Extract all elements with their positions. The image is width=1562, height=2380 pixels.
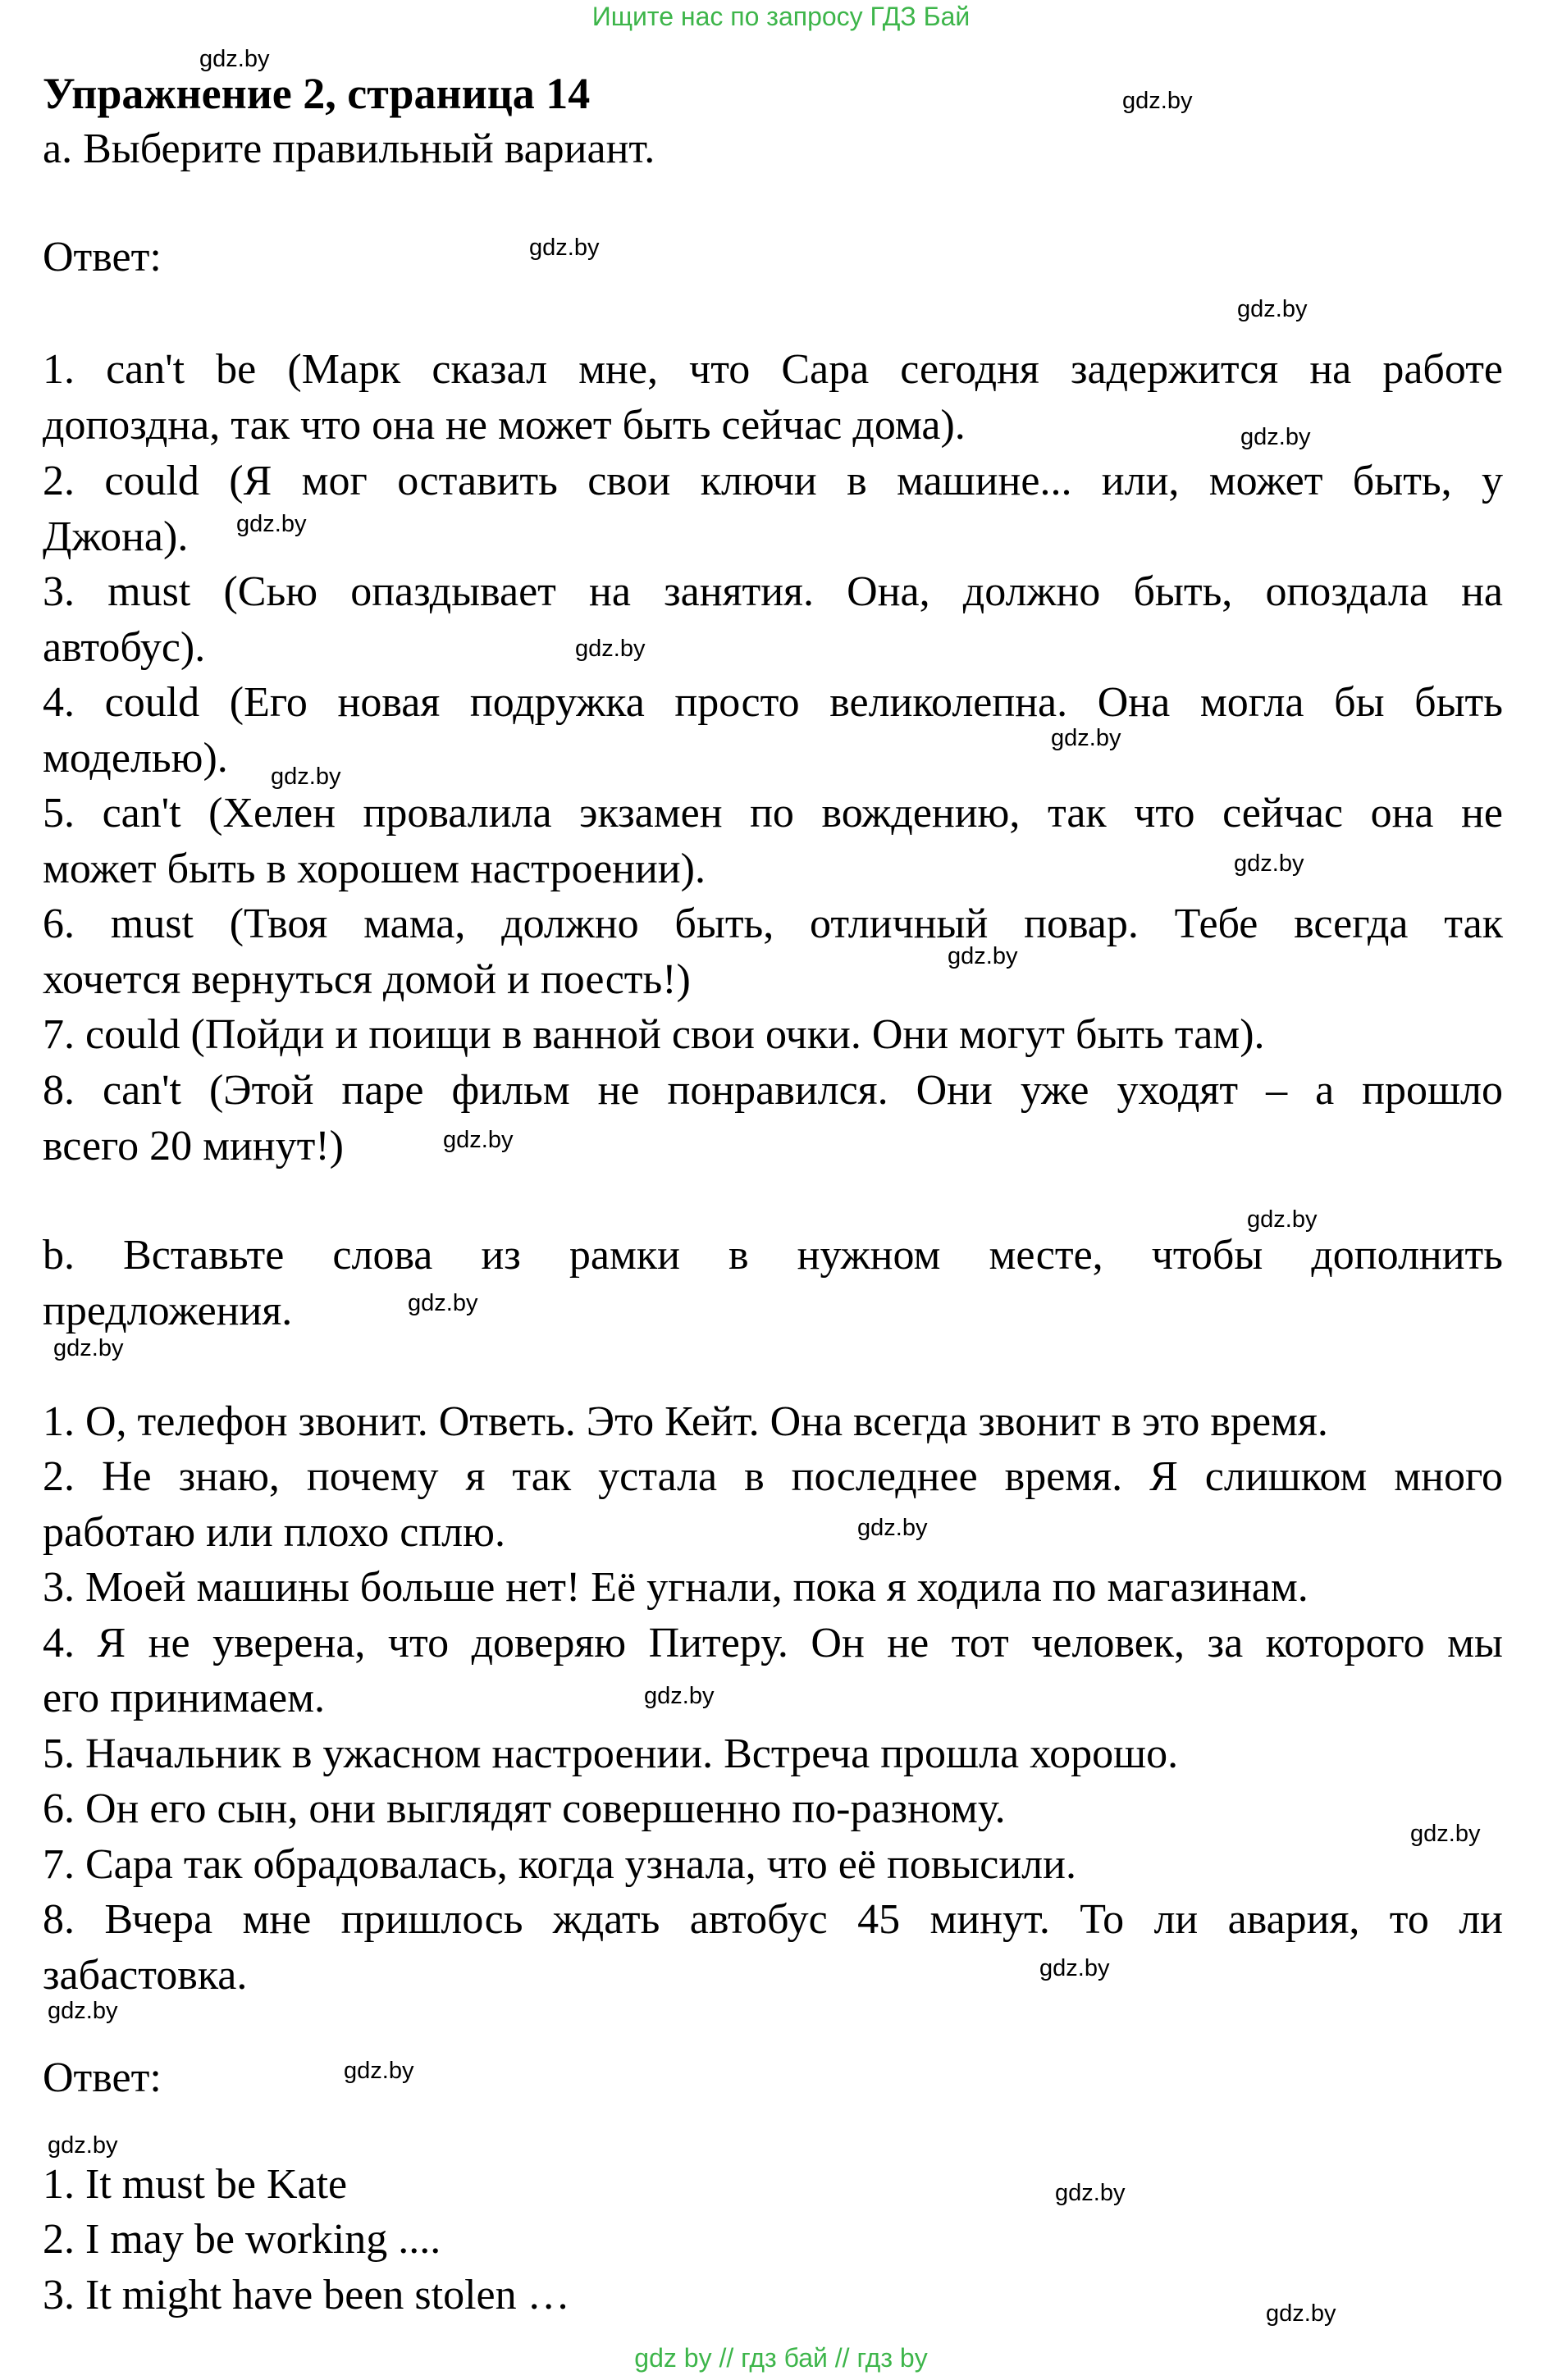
watermark: gdz.by [575, 636, 646, 662]
part-b-answer: 3. It might have been stolen … [43, 2272, 570, 2318]
part-a-line: 4. could (Его новая подружка просто великолепна. Она могла бы быть [43, 679, 1503, 726]
part-a-task: а. Выберите правильный вариант. [43, 125, 655, 172]
part-a-line: 8. can't (Этой паре фильм не понравился. Они уже уходят – а прошло [43, 1067, 1503, 1114]
watermark: gdz.by [443, 1127, 514, 1153]
part-b-answer-label: Ответ: [43, 2054, 162, 2101]
part-b-task: b. Вставьте слова из рамки в нужном месте, чтобы дополнить [43, 1232, 1503, 1279]
part-a-line: 2. could (Я мог оставить свои ключи в машине... или, может быть, у [43, 458, 1503, 504]
part-b-line: его принимаем. [43, 1675, 326, 1721]
watermark: gdz.by [48, 1998, 118, 2024]
watermark: gdz.by [53, 1335, 124, 1361]
watermark: gdz.by [408, 1290, 478, 1316]
watermark: gdz.by [1237, 296, 1308, 322]
page-title: Упражнение 2, страница 14 [43, 69, 591, 118]
part-a-line: может быть в хорошем настроении). [43, 846, 706, 892]
part-b-line: 6. Он его сын, они выглядят совершенно по-разному. [43, 1785, 1006, 1832]
watermark: gdz.by [1051, 725, 1121, 751]
part-a-line: допоздна, так что она не может быть сейчас дома). [43, 402, 966, 449]
bottom-banner: gdz by // гдз бай // гдз by [634, 2343, 928, 2373]
part-a-line: 1. can't be (Марк сказал мне, что Сара сегодня задержится на работе [43, 346, 1503, 393]
part-b-line: работаю или плохо сплю. [43, 1509, 505, 1556]
part-a-answer-label: Ответ: [43, 234, 162, 280]
watermark: gdz.by [48, 2132, 118, 2159]
part-b-answer: 2. I may be working .... [43, 2216, 441, 2263]
part-a-line: Джона). [43, 513, 189, 560]
watermark: gdz.by [948, 943, 1018, 969]
watermark: gdz.by [1240, 424, 1311, 450]
part-a-line: хочется вернуться домой и поесть!) [43, 956, 691, 1003]
watermark: gdz.by [1410, 1821, 1481, 1847]
part-a-line: 6. must (Твоя мама, должно быть, отличный повар. Тебе всегда так [43, 900, 1503, 947]
part-b-line: 4. Я не уверена, что доверяю Питеру. Он не тот человек, за которого мы [43, 1620, 1503, 1666]
watermark: gdz.by [236, 511, 307, 537]
part-b-line: забастовка. [43, 1952, 248, 1999]
part-b-line: 5. Начальник в ужасном настроении. Встреча прошла хорошо. [43, 1730, 1179, 1777]
part-b-line: 3. Моей машины больше нет! Её угнали, пока я ходила по магазинам. [43, 1564, 1309, 1611]
watermark: gdz.by [1247, 1206, 1318, 1233]
part-b-line: 7. Сара так обрадовалась, когда узнала, что её повысили. [43, 1841, 1076, 1888]
part-b-answer: 1. It must be Kate [43, 2161, 348, 2208]
part-a-line: 5. can't (Хелен провалила экзамен по вождению, так что сейчас она не [43, 790, 1503, 837]
part-a-line: моделью). [43, 735, 228, 782]
part-a-line: 7. could (Пойди и поищи в ванной свои очки. Они могут быть там). [43, 1011, 1265, 1058]
watermark: gdz.by [529, 235, 600, 261]
part-b-line: 8. Вчера мне пришлось ждать автобус 45 минут. То ли авария, то ли [43, 1896, 1503, 1943]
part-b-line: 1. О, телефон звонит. Ответь. Это Кейт. Она всегда звонит в это время. [43, 1398, 1328, 1445]
watermark: gdz.by [1039, 1955, 1110, 1981]
watermark: gdz.by [1122, 88, 1193, 114]
watermark: gdz.by [644, 1683, 715, 1709]
part-a-line: автобус). [43, 624, 206, 671]
watermark: gdz.by [857, 1515, 928, 1541]
part-a-line: всего 20 минут!) [43, 1123, 344, 1169]
watermark: gdz.by [1055, 2180, 1126, 2206]
part-a-line: 3. must (Сью опаздывает на занятия. Она, должно быть, опоздала на [43, 568, 1503, 615]
watermark: gdz.by [1234, 850, 1304, 877]
watermark: gdz.by [271, 764, 341, 790]
watermark: gdz.by [344, 2058, 414, 2084]
part-b-task: предложения. [43, 1288, 293, 1334]
watermark: gdz.by [199, 46, 270, 72]
part-b-line: 2. Не знаю, почему я так устала в последнее время. Я слишком много [43, 1453, 1503, 1500]
watermark: gdz.by [1266, 2300, 1336, 2327]
top-banner: Ищите нас по запросу ГДЗ Бай [591, 2, 971, 31]
